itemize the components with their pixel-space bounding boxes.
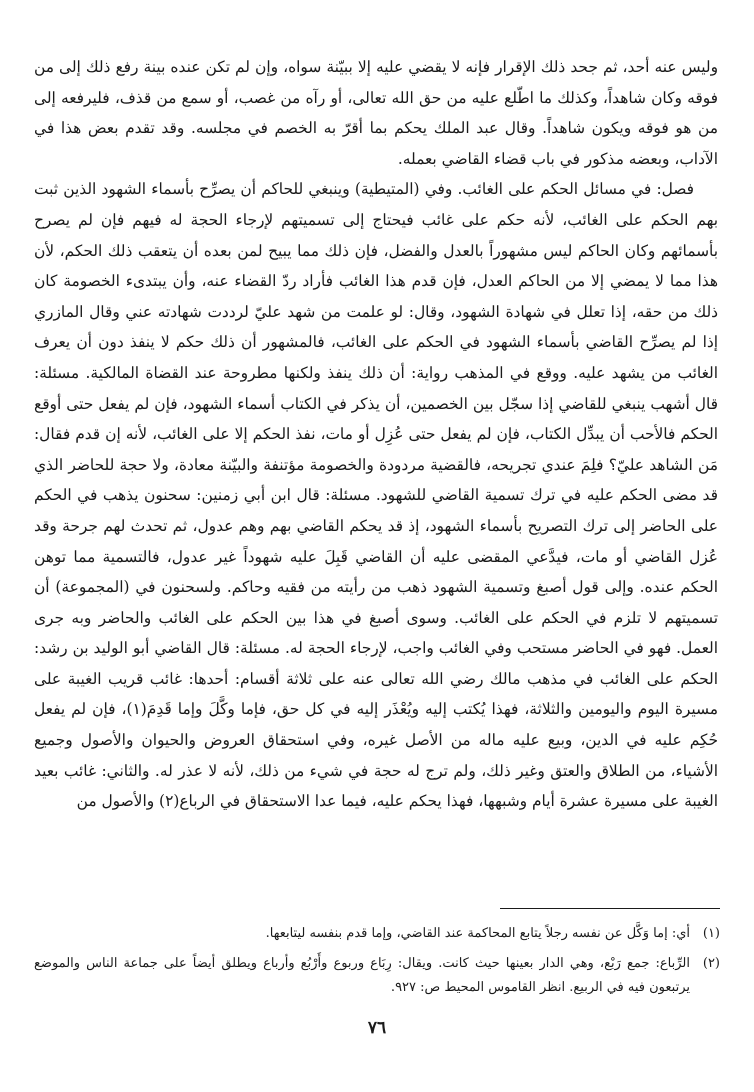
footnote-2 xyxy=(34,952,720,1000)
main-text xyxy=(34,52,718,817)
paragraph-1: وليس عنه أحد، ثم جحد ذلك الإقرار فإنه لا يقضي عليه إلا ببيّنة سواه، وإن لم تكن عنده بينة رفع ذلك إلى من فوقه وكان شاهداً، وكذلك ما اطّلع عليه من حق الله تعالى، أو رآه من غصب، أو سمع من قذف، فليرفعه إلى من هو فوقه ويكون شاهداً. وقال عبد الملك يحكم بما أقرّ به الخصم في مجلسه. وقد تقدم بعض هذا في الآداب، وبعضه مذكور في باب قضاء القاضي بعمله. xyxy=(34,58,718,168)
footnotes xyxy=(34,922,720,1006)
page-body xyxy=(34,52,718,817)
footnote-number: (٢) xyxy=(702,956,720,971)
footnote-text: الرِّباع: جمع رَبْع، وهي الدار بعينها حيث كانت. ويقال: رِبَاع وربوع وأَرْبُع وأرباع ويطلق أيضاً على جماعة الناس والموضع يرتبعون فيه في الربيع. انظر القاموس المحيط ص: ٩٢٧. xyxy=(34,956,690,995)
page-number: ٧٦ xyxy=(367,1018,387,1038)
paragraph-2: فصل: في مسائل الحكم على الغائب. وفي (المتيطية) وينبغي للحاكم أن يصرِّح بأسماء الشهود الذين ثبت بهم الحكم على الغائب، لأنه حكم على غائب فيحتاج إلى تسميتهم لإرجاء الحجة له فيهم فإن لم يصرح بأسمائهم وكان الحاكم ليس مشهوراً بالعدل والفضل، فإن ذلك مما يبيح لمن بعده أن يتعقب ذلك الحكم، لأن هذا مما لا يمضي إلا من الحاكم العدل، فإن قدم هذا الغائب فأراد ردّ القضاء عنه، وأن يبتدىء الخصومة كان ذلك من حقه، إذا تعلل في شهادة الشهود، وقال: لو علمت من شهد عليّ لرددت شهادته عني وقال المازري إذا لم يصرِّح القاضي بأسماء الشهود في الحكم على الغائب، فالمشهور أن ذلك حكم لا ينفذ دون أن يعرف الغائب من يشهد عليه. ووقع في المذهب رواية: أن ذلك ينفذ ولكنها مطروحة عند القضاة المالكية. مسئلة: قال أشهب ينبغي للقاضي إذا سجّل بين الخصمين، أن يذكر في الكتاب أسماء الشهود، فإن لم يفعل حتى أوقع الحكم فالأحب أن يبدِّل الكتاب، فإن لم يفعل حتى عُزِل أو مات، نفذ الحكم إلا على الغائب، لأنه إن قدم فقال: مَن الشاهد عليّ؟ فلِمَ عندي تجريحه، فالقضية مردودة والخصومة مؤتنفة والبيّنة معادة، ولا حجة للحاضر الذي قد مضى الحكم عليه في ترك تسمية القاضي للشهود. مسئلة: قال ابن أبي زمنين: سحنون يذهب في الحكم على الحاضر إلى ترك التصريح بأسماء الشهود، إذ قد يحكم القاضي بهم وهم عدول، ثم تحدث لهم جرحة وقد عُزل القاضي أو مات، فيدَّعي المقضى عليه أن القاضي قَبِلَ عليه شهوداً غير عدول، فالتسمية مما توهن الحكم عنده. وإلى قول أصبغ وتسمية الشهود ذهب من رأيته من فقيه وحاكم. ولسحنون في (المجموعة) أن تسميتهم لا تلزم في الحكم على الغائب. وسوى أصبغ في هذا بين الحكم على الغائب والحاضر وبه جرى العمل. فهو في الحاضر مستحب وفي الغائب واجب، لإرجاء الحجة له. مسئلة: قال القاضي أبو الوليد بن رشد: الحكم على الغائب في مذهب مالك رضي الله تعالى عنه على ثلاثة أقسام: أحدها: غائب قريب الغيبة على مسيرة اليوم واليومين والثلاثة، فهذا يُكتب إليه ويُعْذَر إليه في كل حق، فإما وكَّلَ وإما قَدِمَ(١)، فإن لم يفعل حُكِم عليه في الدين، وبيع عليه ماله من الأصل غيره، وفي استحقاق العروض والحيوان والأصول وجميع الأشياء، من الطلاق والعتق وغير ذلك، ولم ترج له حجة في شيء من ذلك، لأنه لا عذر له. والثاني: غائب بعيد الغيبة على مسيرة عشرة أيام وشبهها، فهذا يحكم عليه، فيما عدا الاستحقاق في الرباع(٢) والأصول من xyxy=(34,180,718,811)
footnote-1 xyxy=(34,922,720,946)
footnote-number: (١) xyxy=(702,926,720,941)
footnote-text: أي: إما وَكَّل عن نفسه رجلاً يتابع المحاكمة عند القاضي، وإما قدم بنفسه ليتابعها. xyxy=(265,926,690,941)
footnote-divider xyxy=(500,908,720,909)
